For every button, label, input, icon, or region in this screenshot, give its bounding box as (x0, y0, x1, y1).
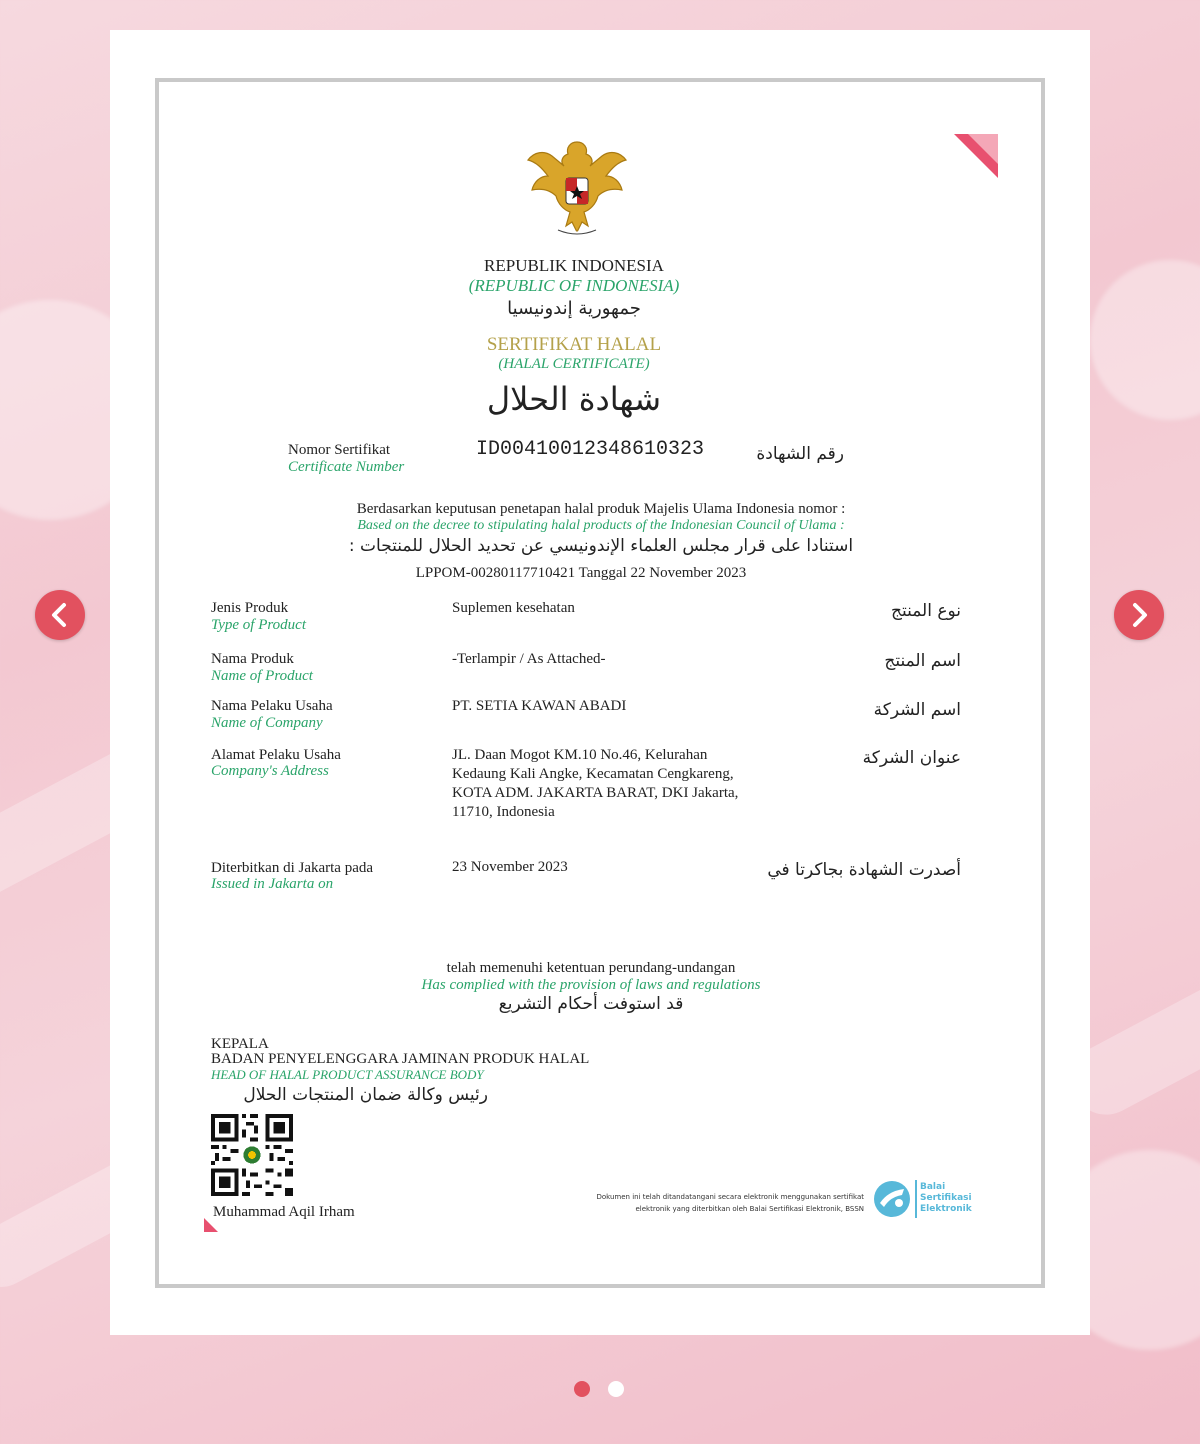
e-sign-note (574, 1191, 864, 1215)
product-name-label: Nama Produk (211, 651, 294, 667)
product-type-value: Suplemen kesehatan (452, 600, 575, 616)
head-ar: رئيس وكالة ضمان المنتجات الحلال (243, 1085, 488, 1105)
company-address-label: Alamat Pelaku Usaha (211, 747, 341, 763)
chevron-right-icon (1114, 590, 1164, 640)
company-address-label-ar: عنوان الشركة (862, 748, 961, 768)
complied-en: Has complied with the provision of laws and regulations (421, 977, 761, 993)
address-line: Kedaung Kali Angke, Kecamatan Cengkareng, (452, 766, 734, 782)
product-name-label-en: Name of Product (211, 668, 313, 684)
basis-ar: استنادا على قرار مجلس العلماء الإندونيسي عن تحديد الحلال للمنتجات : (348, 536, 854, 556)
head-line2: BADAN PENYELENGGARA JAMINAN PRODUK HALAL (211, 1051, 590, 1067)
basis-id: Berdasarkan keputusan penetapan halal produk Majelis Ulama Indonesia nomor : (356, 501, 846, 517)
bsre-logo-text (920, 1182, 972, 1215)
issued-date: 23 November 2023 (452, 859, 568, 875)
chevron-left-icon (35, 590, 85, 640)
product-type-label-en: Type of Product (211, 617, 306, 633)
country-id: REPUBLIK INDONESIA (484, 256, 664, 275)
company-name-label: Nama Pelaku Usaha (211, 698, 333, 714)
title-id: SERTIFIKAT HALAL (486, 334, 662, 355)
signatory-name: Muhammad Aqil Irham (213, 1204, 355, 1220)
company-address-label-en: Company's Address (211, 763, 329, 779)
country-en: (REPUBLIC OF INDONESIA) (468, 276, 680, 295)
carousel-next-button[interactable] (1114, 590, 1164, 640)
product-name-label-ar: اسم المنتج (884, 651, 961, 671)
corner-ribbon (954, 134, 998, 178)
bsre-text-line: Elektronik (920, 1204, 972, 1214)
bsre-divider (915, 1180, 917, 1218)
address-line: JL. Daan Mogot KM.10 No.46, Kelurahan (452, 747, 708, 763)
issued-label-en: Issued in Jakarta on (211, 876, 334, 892)
complied-ar: قد استوفت أحكام التشريع (498, 994, 684, 1014)
qr-code-icon[interactable] (211, 1114, 293, 1196)
company-name-label-en: Name of Company (211, 715, 323, 731)
number-label-ar: رقم الشهادة (756, 444, 844, 464)
country-ar: جمهورية إندونيسيا (507, 298, 641, 319)
e-sign-note-line: Dokumen ini telah ditandatangani secara elektronik menggunakan sertifikat (596, 1193, 864, 1201)
basis-en: Based on the decree to stipulating halal products of the Indonesian Council of Ulama : (357, 518, 845, 533)
address-line: KOTA ADM. JAKARTA BARAT, DKI Jakarta, (452, 785, 739, 801)
bsre-text-line: Balai (920, 1182, 946, 1192)
product-name-value: -Terlampir / As Attached- (452, 651, 606, 667)
basis-ref: LPPOM-00280117710421 Tanggal 22 November 2023 (415, 565, 747, 581)
carousel-dot-2[interactable] (608, 1381, 624, 1397)
company-name-value: PT. SETIA KAWAN ABADI (452, 698, 627, 714)
carousel-dot-1[interactable] (574, 1381, 590, 1397)
title-ar: شهادة الحلال (486, 380, 662, 418)
certificate-frame (155, 78, 1045, 1288)
slide-frame (110, 30, 1090, 1335)
bsre-logo-icon (872, 1179, 912, 1219)
head-en: HEAD OF HALAL PRODUCT ASSURANCE BODY (211, 1067, 484, 1082)
product-type-label-ar: نوع المنتج (890, 601, 961, 621)
number-label-id: Nomor Sertifikat (288, 442, 391, 458)
product-type-label: Jenis Produk (211, 600, 289, 616)
complied-id: telah memenuhi ketentuan perundang-undangan (446, 960, 736, 976)
carousel-prev-button[interactable] (35, 590, 85, 640)
background-bubble (1090, 260, 1200, 420)
e-sign-note-line: elektronik yang diterbitkan oleh Balai Sertifikasi Elektronik, BSSN (635, 1205, 864, 1213)
garuda-emblem-icon (522, 134, 632, 244)
issued-label-ar: أصدرت الشهادة بجاكرتا في (767, 860, 961, 880)
halal-certificate (204, 134, 998, 1232)
issued-label: Diterbitkan di Jakarta pada (211, 860, 374, 876)
title-en: (HALAL CERTIFICATE) (498, 356, 650, 372)
company-name-label-ar: اسم الشركة (873, 700, 961, 720)
head-line1: KEPALA (211, 1036, 269, 1052)
number-label-en: Certificate Number (288, 459, 405, 475)
bsre-text-line: Sertifikasi (920, 1193, 972, 1203)
certificate-number: ID00410012348610323 (476, 438, 705, 461)
company-address-value (452, 746, 738, 822)
address-line: 11710, Indonesia (452, 804, 555, 820)
